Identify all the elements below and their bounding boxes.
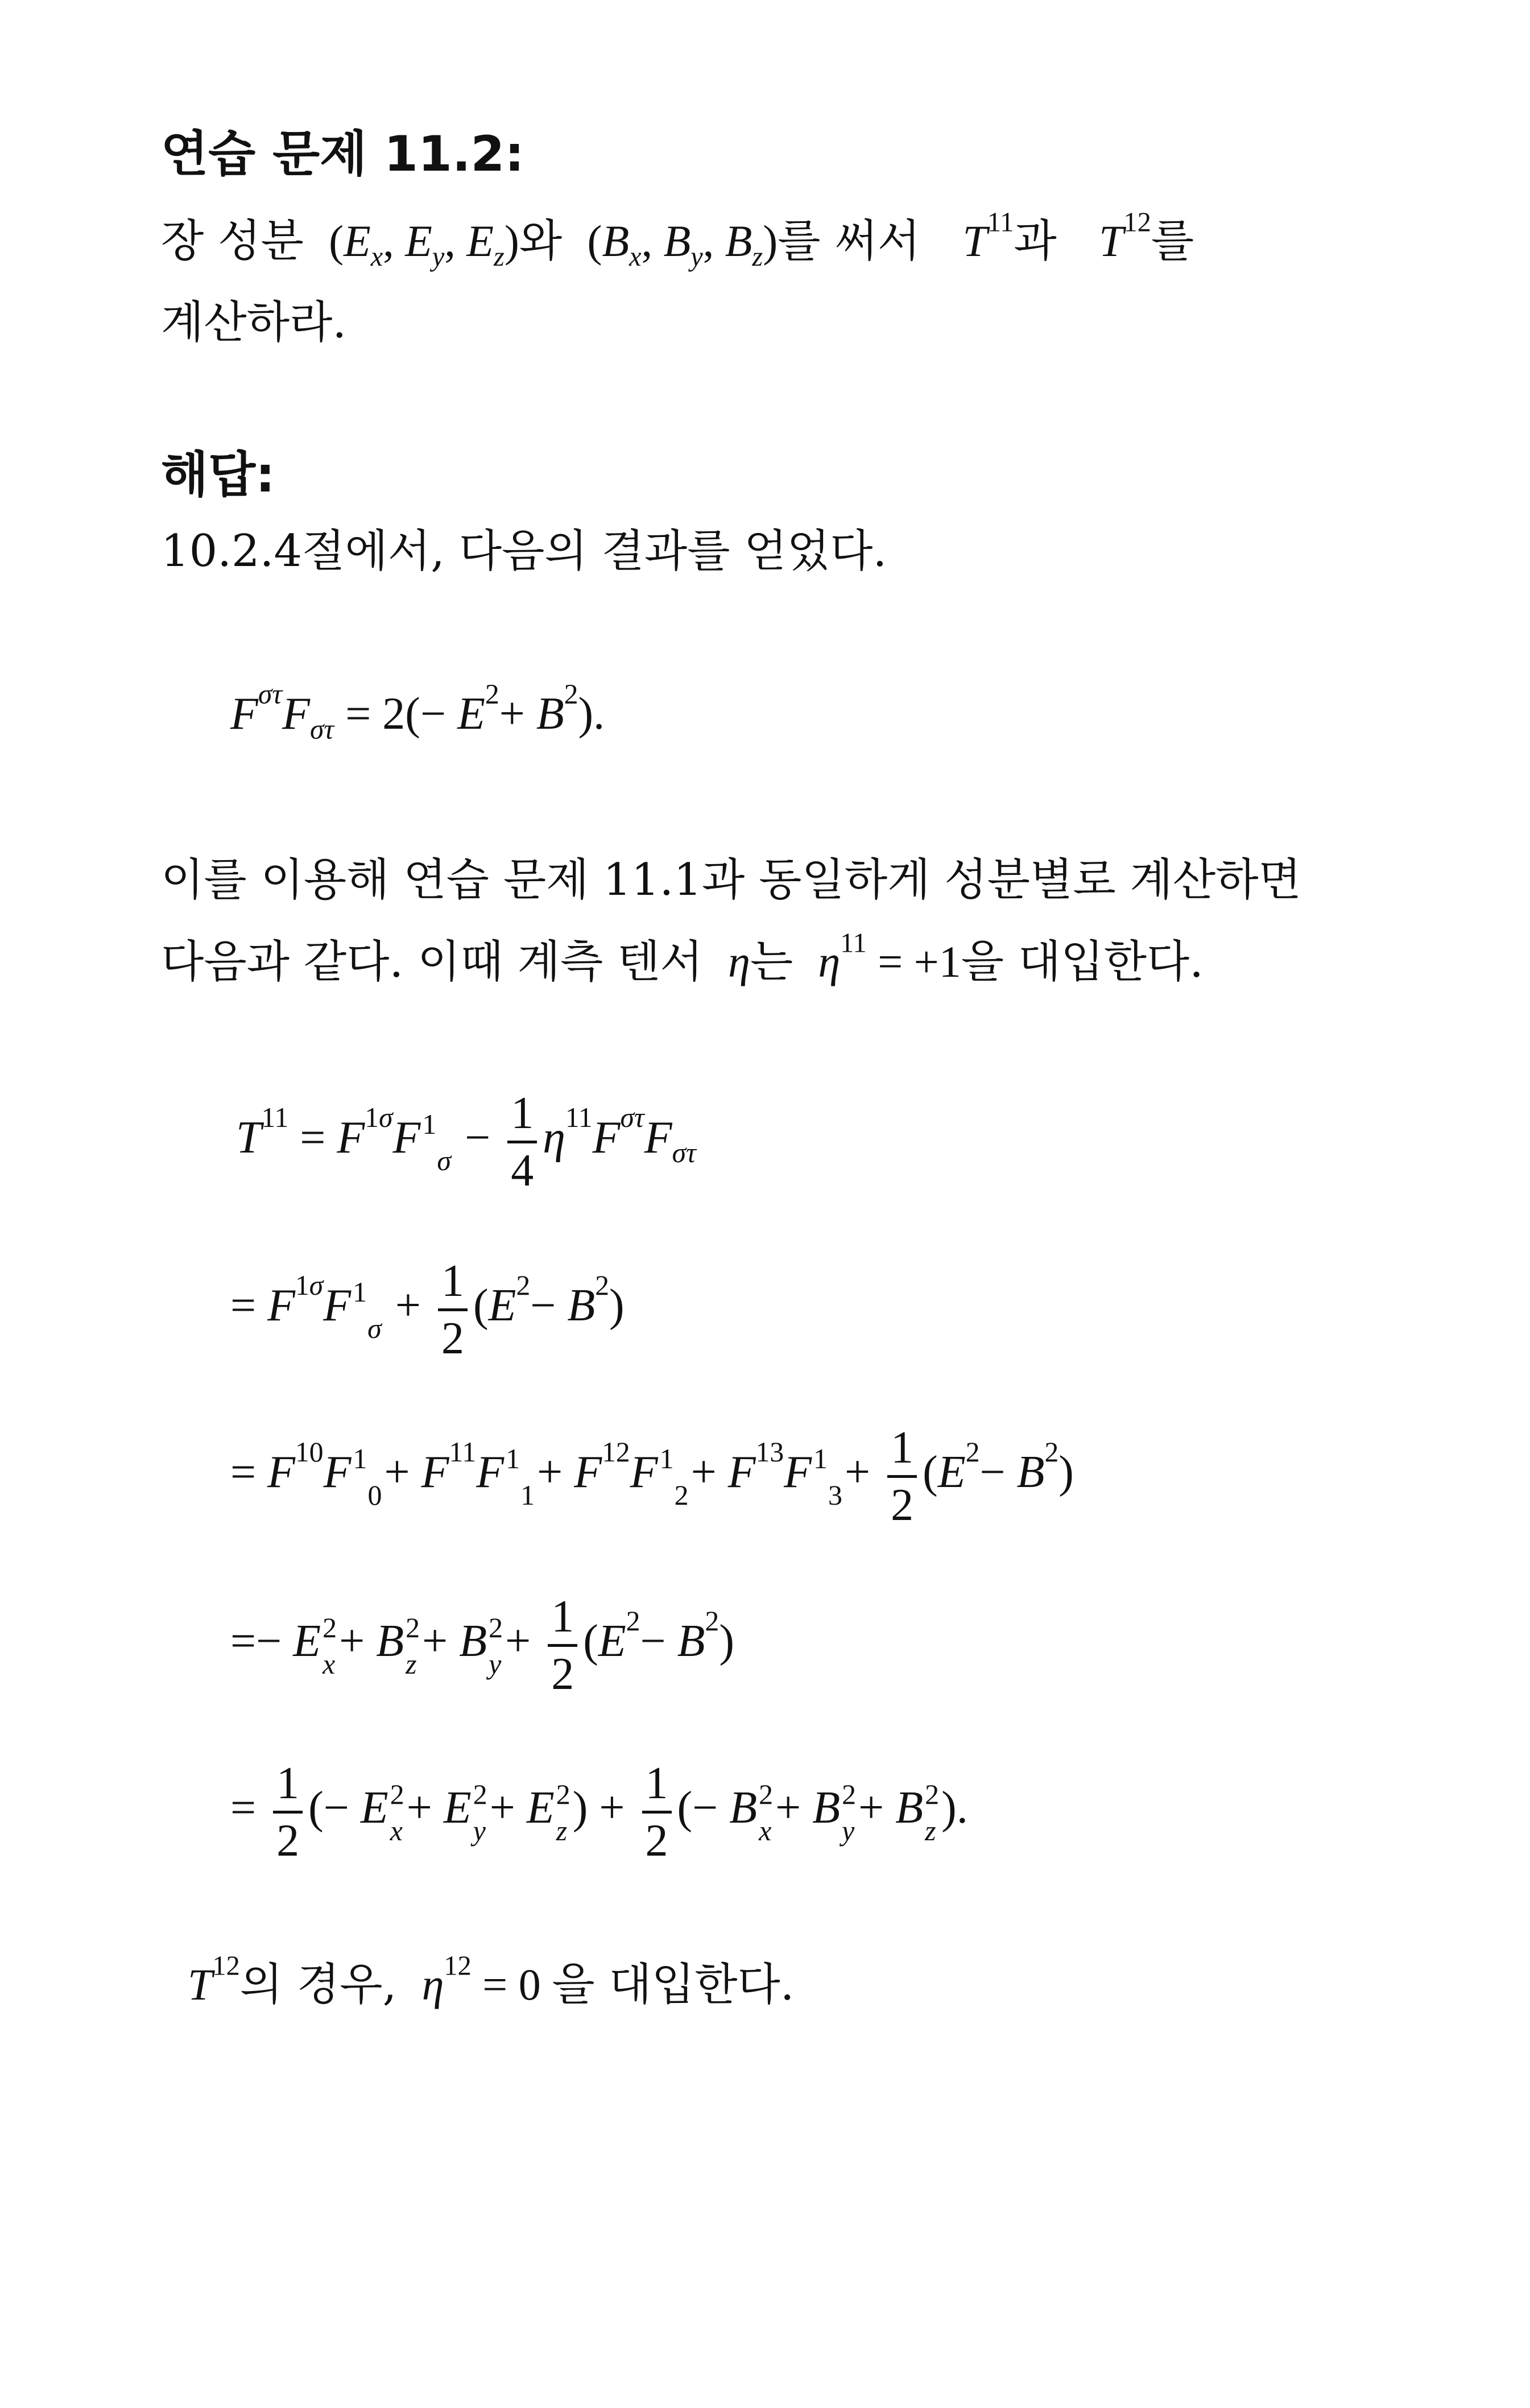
equation-invariant: $F^{\sigma\tau}F_{\sigma\tau} = 2(- E^2+ B^2)$.	[230, 678, 605, 745]
solution-para1-line2: 다음과 같다. 이때 계측 텐서 η는 $\eta^{11} = +1$을 대입한다.	[161, 928, 1204, 988]
equation-t11-line4: =− E 2 x + B 2 z + B 2 y + $\frac{1}{2}$ $(E^2- B^2)$	[230, 1592, 734, 1699]
solution-title: 해답:	[161, 447, 275, 503]
problem-text-prefix: 장 성분	[161, 216, 304, 267]
problem-text-using: 를 써서	[778, 216, 921, 267]
problem-text-and: 과	[1014, 216, 1057, 267]
final-text-a: 의 경우,	[239, 1959, 397, 2010]
equation-t11-line3: = $F^{10}F$ 1 0 + $F^{11}F$ 1 1 + $F^{12}F$ 1 2 + $F^{13}F$ 1 3 + $\frac{1}{2}$ $(E^2- B^2)$	[230, 1423, 1074, 1530]
equation-t11-line5: = $\frac{1}{2}$ (− E 2 x + E 2 y + E 2 z ) + $\frac{1}{2}$ (− B 2 x + B 2 y + B 2 z ).	[230, 1758, 968, 1866]
solution-para1-line1: 이를 이용해 연습 문제 11.1과 동일하게 성분별로 계산하면	[161, 854, 1301, 906]
problem-text-with: 와	[519, 216, 563, 267]
solution-intro: 10.2.4절에서, 다음의 결과를 얻었다.	[161, 526, 887, 577]
problem-text-obj: 를	[1151, 216, 1194, 267]
problem-title: 연습 문제 11.2:	[161, 126, 524, 183]
para1-text-a: 다음과 같다. 이때 계측 텐서	[161, 936, 703, 988]
para1-text-c: 을 대입한다.	[961, 936, 1204, 988]
problem-statement-line1: 장 성분 ($E_x$, $E_y$, $E_z$)와 ($B_x$, $B_y$, $B_z$)를 써서 $T^{11}$과 $T^{12}$를	[161, 207, 1194, 272]
para1-text-b: 는	[750, 936, 793, 988]
solution-final-line: $T^{12}$의 경우, $\eta^{12} = 0$ 을 대입한다.	[188, 1951, 795, 2010]
problem-statement-line2: 계산하라.	[161, 297, 347, 348]
final-text-b: 을 대입한다.	[552, 1959, 795, 2010]
equation-t11-line2: = $F^{1\sigma}F$ 1 σ + $\frac{1}{2}$ $(E^2- B^2)$	[230, 1256, 625, 1364]
equation-t11-line1: $T^{11} = F^{1\sigma}F$ 1 σ − $\frac{1}{4}$ $\eta^{11}F^{\sigma\tau}F_{\sigma\tau}$	[236, 1088, 696, 1196]
